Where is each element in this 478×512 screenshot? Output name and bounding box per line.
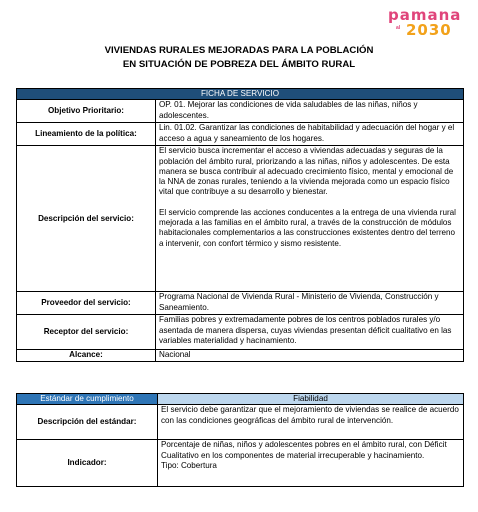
row-label: Proveedor del servicio:	[17, 292, 156, 315]
row-label: Descripción del servicio:	[17, 146, 156, 292]
table-row	[17, 292, 464, 315]
row-label: Indicador:	[17, 440, 158, 487]
table-row	[17, 123, 464, 146]
logo-word: pamana	[388, 6, 462, 24]
table-row	[17, 146, 464, 292]
logo-year: 2030	[406, 21, 452, 39]
description-paragraph-2: El servicio comprende las acciones conducentes a la entrega de una vivienda rural mejorada a las familias en el ámbito rural, a través de la construcción de módulos habitacionales complementarios a las construcciones existentes dentro del terreno a intervenir, con confort térmico y sismo resistente.	[159, 207, 456, 248]
row-value: Lin. 01.02. Garantizar las condiciones de habitabilidad y adecuación del hogar y el acceso a agua y saneamiento de los hogares.	[156, 123, 464, 146]
estandar-header-left: Estándar de cumplimiento	[17, 394, 158, 405]
table-row	[17, 100, 464, 123]
row-label: Descripción del estándar:	[17, 405, 158, 440]
row-value: Programa Nacional de Vivienda Rural - Ministerio de Vivienda, Construcción y Saneamiento.	[156, 292, 464, 315]
ficha-table	[16, 88, 464, 362]
row-label: Objetivo Prioritario:	[17, 100, 156, 123]
table-row	[17, 405, 464, 440]
row-label: Receptor del servicio:	[17, 315, 156, 350]
row-value	[156, 146, 464, 292]
row-label: Lineamiento de la política:	[17, 123, 156, 146]
estandar-header-row	[17, 394, 464, 405]
table-row	[17, 440, 464, 487]
indicator-text: Porcentaje de niñas, niños y adolescentes pobres en el ámbito rural, con Déficit Cualitativo en los componentes de material irrecuperable y hacinamiento.	[161, 440, 447, 460]
row-value: OP. 01. Mejorar las condiciones de vida saludables de las niñas, niños y adolescentes.	[156, 100, 464, 123]
row-label: Alcance:	[17, 350, 156, 361]
estandar-table	[16, 393, 464, 487]
row-value: El servicio debe garantizar que el mejoramiento de viviendas se realice de acuerdo con las condiciones geográficas del ámbito rural de intervención.	[158, 405, 464, 440]
row-value	[158, 440, 464, 487]
logo-prefix: al	[396, 25, 401, 31]
indicator-type: Tipo: Cobertura	[161, 460, 217, 470]
title-line-2: EN SITUACIÓN DE POBREZA DEL ÁMBITO RURAL	[122, 59, 356, 70]
table-row	[17, 315, 464, 350]
estandar-header-right: Fiabilidad	[158, 394, 464, 405]
table-row	[17, 350, 464, 361]
row-value: Familias pobres y extremadamente pobres de los centros poblados rurales y/o asentada de manera dispersa, cuyas viviendas presentan déficit cualitativo en las variables materialidad y hacinamiento.	[156, 315, 464, 350]
ficha-header-row	[17, 89, 464, 100]
description-paragraph-1: El servicio busca incrementar el acceso a viviendas adecuadas y seguras de la población del ámbito rural, priorizando a las niñas, niños y adolescentes. De esta manera se busca contribuir al adecuado crecimiento físico, mental y emocional de la NNA de zonas rurales, teniendo a la vivienda mejorada como un espacio físico vital que contribuye a su desarrollo y bienestar.	[159, 146, 454, 197]
title-line-1: VIVIENDAS RURALES MEJORADAS PARA LA POBLACIÓN	[104, 45, 374, 56]
row-value: Nacional	[156, 350, 464, 361]
ficha-header: FICHA DE SERVICIO	[17, 89, 464, 100]
logo	[388, 6, 464, 42]
